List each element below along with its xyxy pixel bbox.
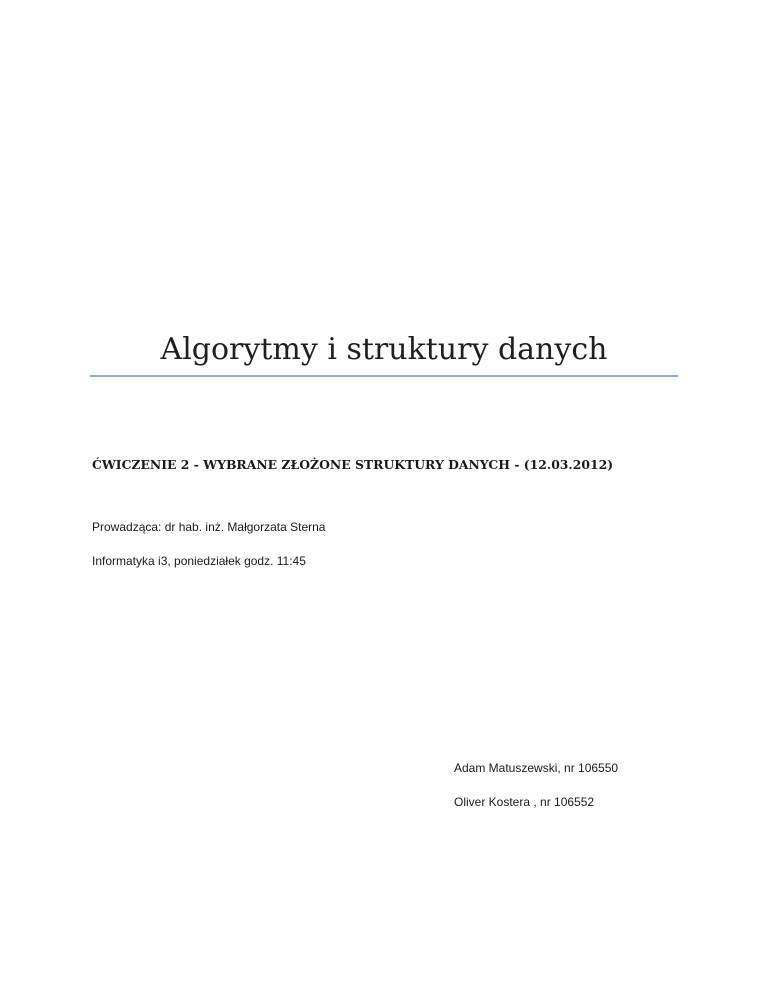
title-underline-rule xyxy=(90,375,678,377)
author-line: Oliver Kostera , nr 106552 xyxy=(454,795,595,809)
exercise-subtitle: ĆWICZENIE 2 - WYBRANE ZŁOŻONE STRUKTURY DANYCH - (12.03.2012) xyxy=(92,457,614,472)
instructor-line: Prowadząca: dr hab. inż. Małgorzata Sterna xyxy=(92,520,326,534)
document-title: Algorytmy i struktury danych xyxy=(160,332,608,367)
group-schedule-line: Informatyka i3, poniedziałek godz. 11:45 xyxy=(92,554,306,568)
author-line: Adam Matuszewski, nr 106550 xyxy=(454,761,619,775)
